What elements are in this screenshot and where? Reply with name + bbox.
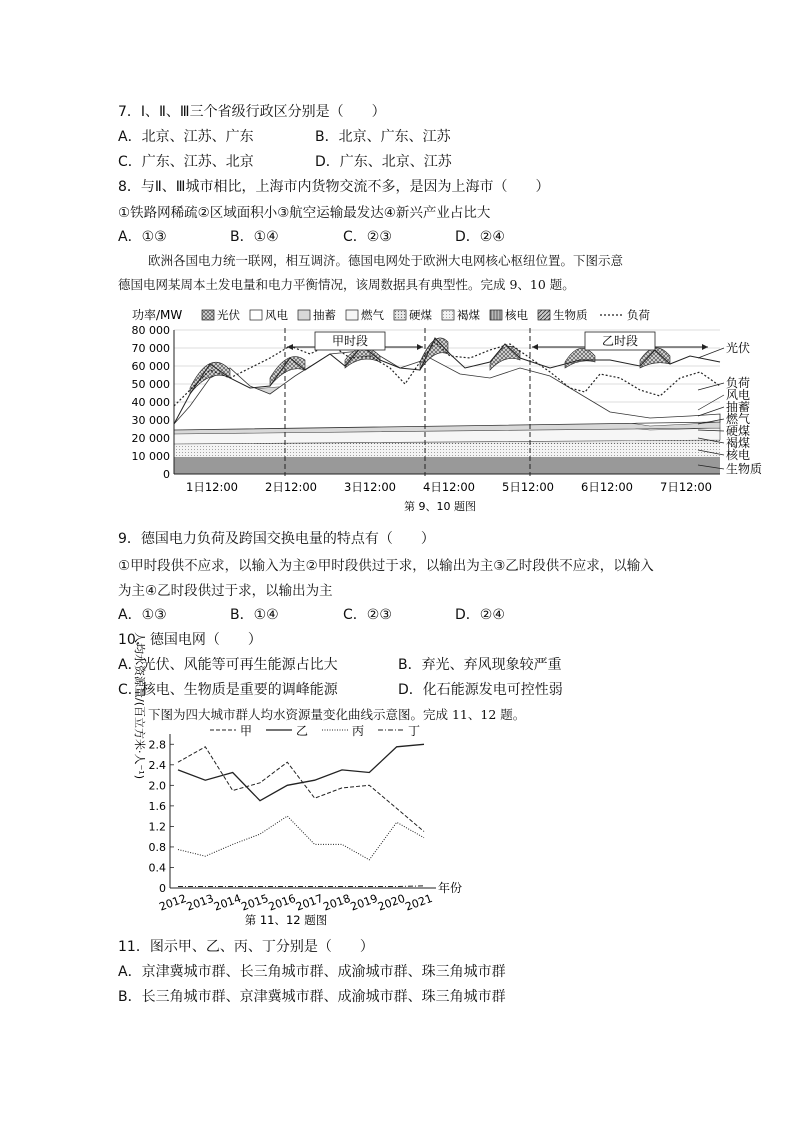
power-xtick: 2日12:00 [265, 480, 317, 494]
legend-swatch [250, 310, 262, 320]
water-xtick: 2020 [376, 891, 407, 914]
legend-swatch [298, 310, 310, 320]
pv-area-6 [565, 348, 595, 368]
intro-11-12: 下图为四大城市群人均水资源量变化曲线示意图。完成 11、12 题。 [148, 707, 526, 722]
legend-label: 核电 [505, 308, 528, 322]
q7-stem: 7．Ⅰ、Ⅱ、Ⅲ三个省级行政区分别是（ ） [118, 104, 386, 120]
q9-option-a[interactable]: A．①③ [118, 607, 167, 623]
water-series-乙 [178, 744, 424, 800]
legend-label: 负荷 [627, 308, 650, 322]
legend-label: 褐煤 [457, 308, 480, 322]
water-ytick: 0.8 [148, 840, 166, 854]
q7-option-c[interactable]: C．广东、江苏、北京 [118, 154, 254, 170]
water-caption: 第 11、12 题图 [244, 913, 328, 927]
q10-option-a[interactable]: A．光伏、风能等可再生能源占比大 [118, 657, 338, 673]
power-right-label: 抽蓄 [726, 400, 751, 414]
water-ytick: 1.2 [148, 820, 166, 834]
q7-option-b[interactable]: B．北京、广东、江苏 [315, 129, 451, 145]
power-ytick: 50 000 [131, 378, 170, 391]
q9-items-line1: ①甲时段供不应求，以输入为主②甲时段供过于求，以输出为主③乙时段供不应求，以输入 [118, 558, 654, 574]
power-ytick: 10 000 [131, 450, 170, 463]
legend-swatch [202, 310, 214, 320]
power-right-label: 燃气 [726, 412, 751, 426]
power-ytick: 40 000 [131, 396, 170, 409]
water-xtick: 2021 [403, 891, 435, 914]
power-right-label: 负荷 [726, 376, 751, 390]
water-ytick: 2.0 [148, 779, 166, 793]
power-xtick: 3日12:00 [344, 480, 396, 494]
pv-area-5 [490, 346, 520, 370]
water-xtick: 2013 [184, 891, 216, 914]
q10-option-d[interactable]: D．化石能源发电可控性弱 [398, 682, 563, 698]
power-xtick: 4日12:00 [423, 480, 475, 494]
legend-swatch [490, 310, 502, 320]
power-right-label: 生物质 [726, 462, 763, 476]
q11-stem: 11．图示甲、乙、丙、丁分别是（ ） [118, 939, 374, 955]
power-xtick: 6日12:00 [581, 480, 633, 494]
water-legend-label: 甲 [240, 724, 253, 738]
water-series-丁 [178, 886, 424, 887]
water-xlabel: 年份 [438, 881, 463, 895]
period-yi-label: 乙时段 [601, 334, 639, 348]
power-ytick: 0 [163, 468, 170, 481]
legend-label: 光伏 [217, 308, 240, 322]
water-ytick: 2.8 [148, 738, 166, 752]
period-jia-label: 甲时段 [331, 334, 369, 348]
q11-option-b[interactable]: B．长三角城市群、京津冀城市群、成渝城市群、珠三角城市群 [118, 989, 506, 1005]
water-series-甲 [178, 747, 424, 832]
q9-option-c[interactable]: C．②③ [343, 607, 392, 623]
q8-option-c[interactable]: C．②③ [343, 229, 392, 245]
power-right-label: 光伏 [726, 341, 751, 355]
q11-option-a[interactable]: A．京津冀城市群、长三角城市群、成渝城市群、珠三角城市群 [118, 964, 506, 980]
q8-items: ①铁路网稀疏②区域面积小③航空运输最发达④新兴产业占比大 [118, 205, 491, 221]
q10-option-c[interactable]: C．核电、生物质是重要的调峰能源 [118, 682, 338, 698]
legend-label: 燃气 [361, 308, 384, 322]
water-legend-label: 丁 [408, 724, 421, 738]
water-legend-label: 乙 [296, 724, 309, 738]
q9-stem: 9．德国电力负荷及跨国交换电量的特点有（ ） [118, 531, 435, 547]
q8-option-a[interactable]: A．①③ [118, 229, 167, 245]
water-xtick: 2017 [294, 891, 325, 914]
q7-option-a[interactable]: A．北京、江苏、广东 [118, 129, 254, 145]
power-caption: 第 9、10 题图 [404, 500, 476, 513]
water-ytick: 2.4 [148, 758, 166, 772]
q8-option-d[interactable]: D．②④ [455, 229, 505, 245]
legend-swatch [346, 310, 358, 320]
legend-label: 硬煤 [409, 308, 432, 322]
water-ytick: 1.6 [148, 799, 166, 813]
power-xtick: 1日12:00 [186, 480, 238, 494]
legend-label: 风电 [265, 308, 288, 322]
legend-label: 生物质 [553, 308, 588, 322]
power-ytick: 70 000 [131, 342, 170, 355]
power-right-label: 硬煤 [726, 424, 751, 438]
power-right-label: 核电 [726, 448, 751, 462]
water-xtick: 2019 [348, 891, 380, 914]
water-xtick: 2014 [212, 891, 243, 914]
q10-option-b[interactable]: B．弃光、弃风现象较严重 [398, 657, 562, 673]
power-ytick: 20 000 [131, 432, 170, 445]
legend-swatch [394, 310, 406, 320]
legend-swatch [442, 310, 454, 320]
power-ytick: 80 000 [131, 324, 170, 337]
water-xtick: 2012 [157, 891, 189, 914]
intro-9-10-line2: 德国电网某周本土发电量和电力平衡情况，该周数据具有典型性。完成 9、10 题。 [118, 277, 575, 292]
power-ylabel: 功率/MW [132, 308, 183, 322]
q9-option-d[interactable]: D．②④ [455, 607, 505, 623]
q10-stem: 10．德国电网（ ） [118, 632, 262, 648]
biomass-area [174, 457, 720, 474]
power-right-label: 风电 [726, 388, 751, 402]
intro-9-10-line1: 欧洲各国电力统一联网，相互调济。德国电网处于欧洲大电网核心枢纽位置。下图示意 [148, 253, 624, 268]
power-legend [202, 308, 650, 322]
power-ytick: 30 000 [131, 414, 170, 427]
power-balance-chart [130, 298, 770, 518]
water-legend [210, 724, 420, 738]
q9-option-b[interactable]: B．①④ [230, 607, 279, 623]
power-ytick: 60 000 [131, 360, 170, 373]
q9-items-line2: 为主④乙时段供过于求，以输出为主 [118, 583, 333, 599]
water-ytick: 0 [159, 882, 166, 895]
water-xtick: 2018 [321, 891, 353, 914]
legend-label: 抽蓄 [313, 308, 336, 322]
water-ylabel: 人均水资源量/(百立方米·人⁻¹) [133, 632, 146, 780]
water-xtick: 2016 [266, 891, 298, 914]
power-xtick: 5日12:00 [502, 480, 554, 494]
water-series-丙 [178, 816, 424, 860]
power-xtick: 7日12:00 [660, 480, 712, 494]
power-right-label: 褐煤 [726, 436, 751, 450]
q7-option-d[interactable]: D．广东、北京、江苏 [315, 154, 452, 170]
water-ytick: 0.4 [148, 861, 166, 875]
q8-stem: 8．与Ⅱ、Ⅲ城市相比，上海市内货物交流不多，是因为上海市（ ） [118, 179, 550, 195]
wind-area [174, 350, 720, 430]
pv-area-7 [640, 348, 670, 368]
water-legend-label: 丙 [352, 724, 365, 738]
legend-swatch [538, 310, 550, 320]
water-xtick: 2015 [239, 891, 271, 914]
q8-option-b[interactable]: B．①④ [230, 229, 279, 245]
